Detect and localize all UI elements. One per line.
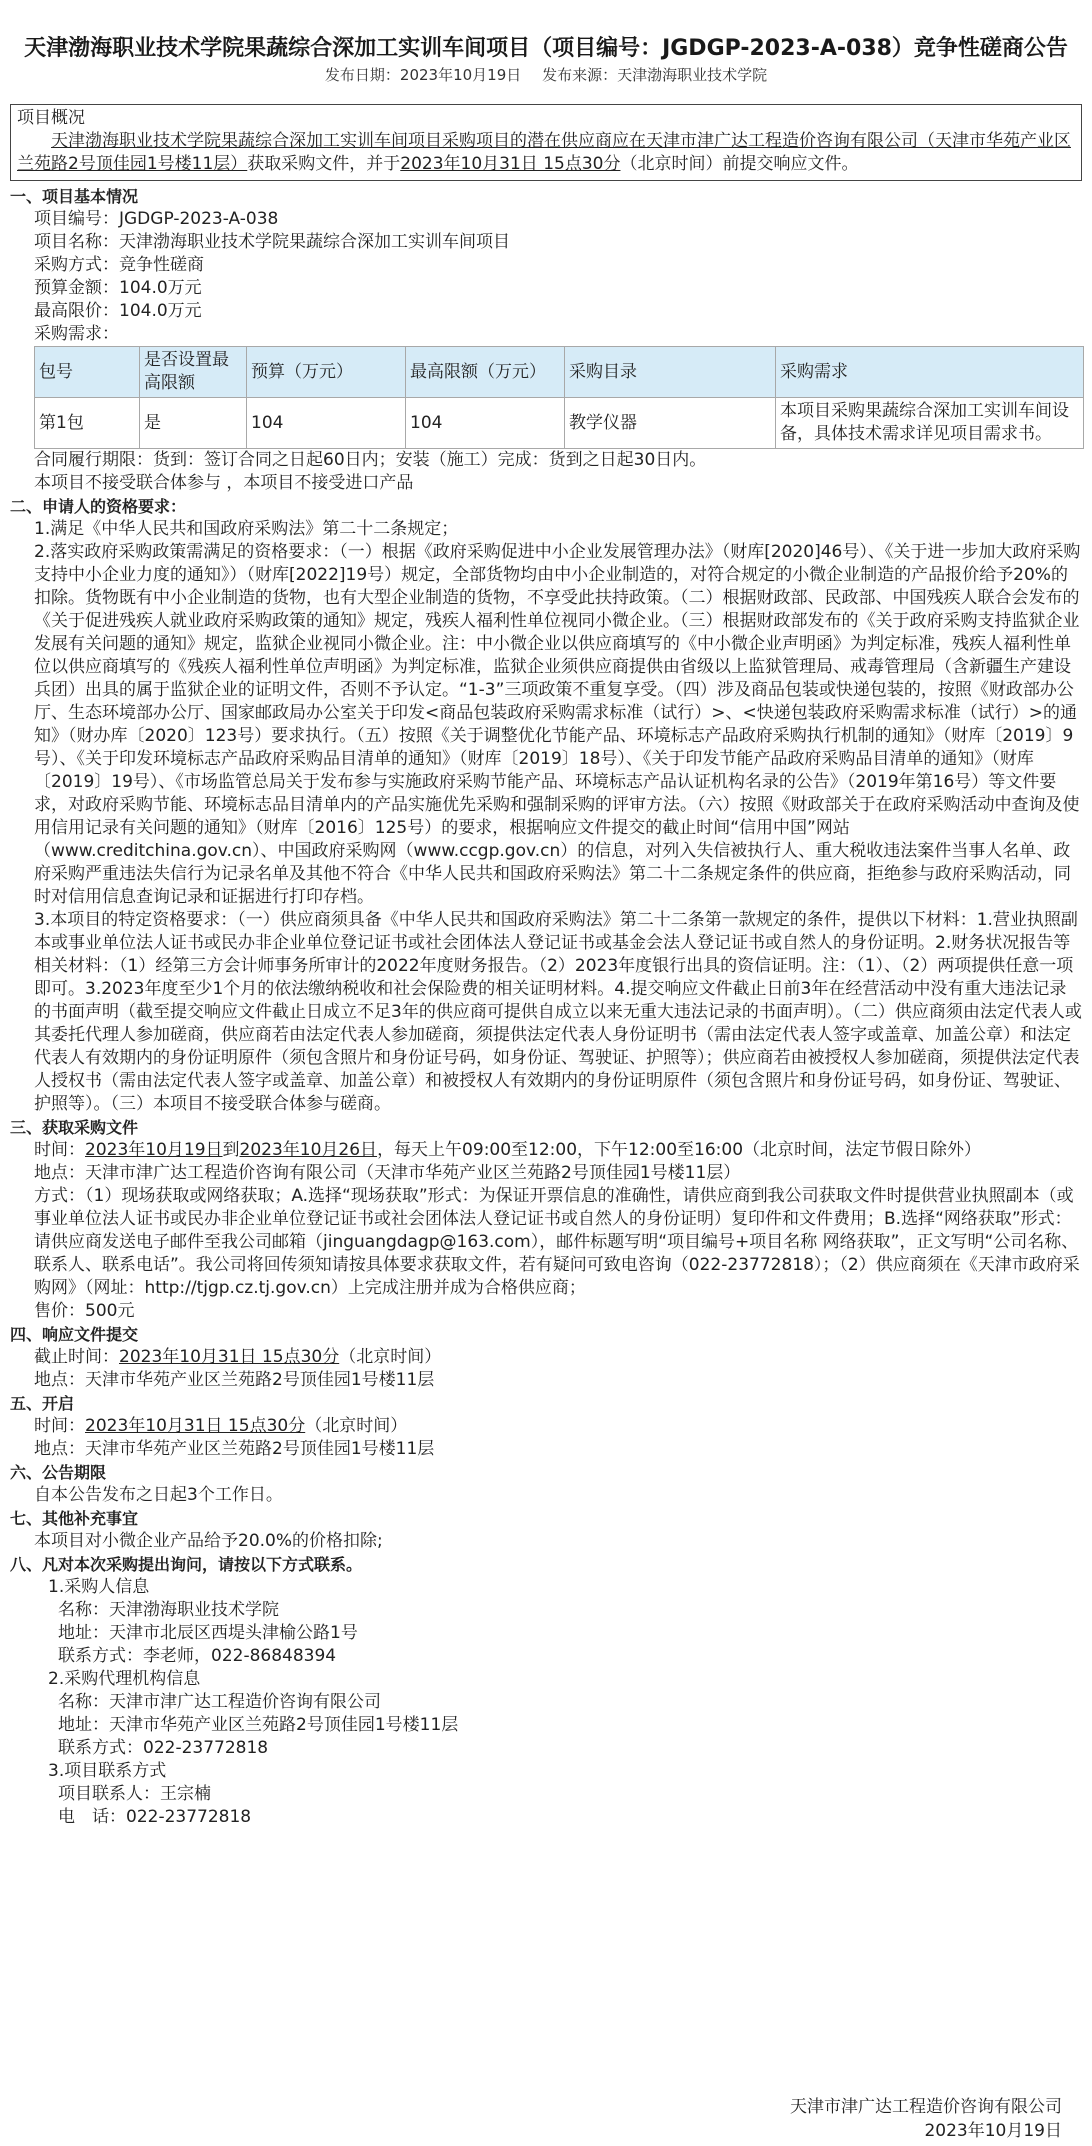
opening-time xyxy=(34,1415,1082,1438)
submission-time: 2023年10月31日 15点30分 xyxy=(119,1347,340,1367)
section-heading-qualification: 二、申请人的资格要求： xyxy=(10,497,187,516)
agent-address: 地址：天津市华苑产业区兰苑路2号顶佳园1号楼11层 xyxy=(58,1715,459,1735)
section-heading-obtain-docs: 三、获取采购文件 xyxy=(10,1118,139,1137)
obtain-place: 地点：天津市津广达工程造价咨询有限公司（天津市华苑产业区兰苑路2号顶佳园1号楼11层） xyxy=(34,1163,741,1183)
contract-period: 合同履行期限：货到：签订合同之日起60日内；安装（施工）完成：货到之日起30日内。 xyxy=(34,450,707,470)
table-header: 包号 xyxy=(35,347,140,398)
publish-date: 发布日期：2023年10月19日 xyxy=(324,66,522,84)
table-cell: 本项目采购果蔬综合深加工实训车间设备，具体技术需求详见项目需求书。 xyxy=(776,398,1084,449)
table-cell: 第1包 xyxy=(35,398,140,449)
publish-source: 发布来源：天津渤海职业技术学院 xyxy=(542,66,768,84)
table-cell: 是 xyxy=(140,398,247,449)
max-price: 最高限价：104.0万元 xyxy=(34,301,202,321)
table-cell: 教学仪器 xyxy=(565,398,776,449)
obtain-time-rest: ，每天上午09:00至12:00，下午12:00至16:00（北京时间，法定节假日除外） xyxy=(377,1140,982,1160)
publish-meta xyxy=(10,64,1082,86)
table-header: 是否设置最高限额 xyxy=(140,347,247,398)
procurement-method: 采购方式：竞争性磋商 xyxy=(34,255,204,275)
other-matters: 本项目对小微企业产品给予20.0%的价格扣除; xyxy=(34,1531,383,1551)
section-heading-contact: 八、凡对本次采购提出询问，请按以下方式联系。 xyxy=(10,1555,363,1574)
opening-place: 地点：天津市华苑产业区兰苑路2号顶佳园1号楼11层 xyxy=(34,1439,435,1459)
overview-text-mid: 获取采购文件，并于 xyxy=(247,154,401,174)
obtain-time xyxy=(34,1139,1082,1162)
qualification-item-1: 1.满足《中华人民共和国政府采购法》第二十二条规定； xyxy=(34,519,459,539)
project-contact-phone: 电 话：022-23772818 xyxy=(58,1807,252,1827)
table-header: 最高限额（万元） xyxy=(406,347,565,398)
buyer-address: 地址：天津市北辰区西堤头津榆公路1号 xyxy=(58,1623,358,1643)
table-cell: 104 xyxy=(406,398,565,449)
project-contact-person: 项目联系人：王宗楠 xyxy=(58,1784,211,1804)
agent-contact: 联系方式：022-23772818 xyxy=(58,1738,269,1758)
overview-text xyxy=(17,130,1075,176)
agent-name: 名称：天津市津广达工程造价咨询有限公司 xyxy=(58,1692,381,1712)
table-row xyxy=(35,398,1084,449)
table-header: 预算（万元） xyxy=(247,347,406,398)
table-header: 采购目录 xyxy=(565,347,776,398)
overview-deadline: 2023年10月31日 15点30分 xyxy=(400,154,621,174)
obtain-time-start: 2023年10月19日 xyxy=(85,1140,223,1160)
announcement-period: 自本公告发布之日起3个工作日。 xyxy=(34,1485,283,1505)
opening-label: 时间： xyxy=(34,1416,85,1436)
overview-location: 天津渤海职业技术学院果蔬综合深加工实训车间项目采购项目的潜在供应商应在天津市津广达工程造价咨询有限公司（天津市华苑产业区兰苑路2号顶佳园1号楼11层） xyxy=(17,131,1071,174)
overview-heading: 项目概况 xyxy=(17,108,85,128)
table-cell: 104 xyxy=(247,398,406,449)
requirements-table xyxy=(34,346,1084,449)
budget-amount: 预算金额：104.0万元 xyxy=(34,278,202,298)
section-heading-submission: 四、响应文件提交 xyxy=(10,1325,139,1344)
obtain-time-end: 2023年10月26日 xyxy=(239,1140,378,1160)
consortium-note: 本项目不接受联合体参与 ，本项目不接受进口产品 xyxy=(34,473,414,493)
page-title: 天津渤海职业技术学院果蔬综合深加工实训车间项目（项目编号：JGDGP-2023-A-038）竞争性磋商公告 xyxy=(24,36,1068,61)
obtain-method: 方式：（1）现场获取或网络获取；A.选择“现场获取”形式：为保证开票信息的准确性，请供应商到我公司获取文件时提供营业执照副本（或事业单位法人证书或民办非企业单位登记证书或社会团体法人登记证书或自然人的身份证明）复印件和文件费用；B.选择“网络获取”形式：请供应商发送电子邮件至我公司邮箱（jinguangdagp@163.com），邮件标题写明“项目编号+项目名称 网络获取”，正文写明“公司名称、联系人、联系电话”。我公司将回传须知请按具体要求获取文件，若有疑问可致电咨询（022-23772818）；（2）供应商须在《天津市政府采购网》（网址：http://tjgp.cz.tj.gov.cn）上完成注册并成为合格供应商； xyxy=(34,1186,1080,1298)
project-contact-heading: 3.项目联系方式 xyxy=(48,1761,167,1781)
agent-heading: 2.采购代理机构信息 xyxy=(48,1669,201,1689)
obtain-time-mid: 到 xyxy=(222,1140,240,1160)
announcement-page xyxy=(0,34,1092,2141)
project-number: 项目编号：JGDGP-2023-A-038 xyxy=(34,209,279,229)
qualification-item-2: 2.落实政府采购政策需满足的资格要求：（一）根据《政府采购促进中小企业发展管理办法》（财库[2020]46号）、《关于进一步加大政府采购支持中小企业力度的通知》）（财库[2022]19号）规定，全部货物均由中小企业制造的，对符合规定的小微企业制造的产品报价给予20%的扣除。货物既有中小企业制造的货物，也有大型企业制造的货物，不享受此扶持政策。（二）根据财政部、民政部、中国残疾人联合会发布的《关于促进残疾人就业政府采购政策的通知》规定，残疾人福利性单位视同小微企业。（三）根据财政部发布的《关于政府采购支持监狱企业发展有关问题的通知》规定，监狱企业视同小微企业。注：中小微企业以供应商填写的《中小微企业声明函》为判定标准，残疾人福利性单位以供应商填写的《残疾人福利性单位声明函》为判定标准，监狱企业须供应商提供由省级以上监狱管理局、戒毒管理局（含新疆生产建设兵团）出具的属于监狱企业的证明文件，否则不予认定。“1-3”三项政策不重复享受。（四）涉及商品包装或快递包装的，按照《财政部办公厅、生态环境部办公厅、国家邮政局办公室关于印发<商品包装政府采购需求标准（试行）>、<快递包装政府采购需求标准（试行）>的通知》（财办库〔2020〕123号）要求执行。（五）按照《关于调整优化节能产品、环境标志产品政府采购执行机制的通知》（财库〔2019〕9号）、《关于印发环境标志产品政府采购品目清单的通知》（财库〔2019〕18号）、《关于印发节能产品政府采购品目清单的通知》（财库〔2019〕19号）、《市场监管总局关于发布参与实施政府采购节能产品、环境标志产品认证机构名录的公告》（2019年第16号）等文件要求，对政府采购节能、环境标志品目清单内的产品实施优先采购和强制采购的评审方法。（六）按照《财政部关于在政府采购活动中查询及使用信用记录有关问题的通知》（财库〔2016〕125号）的要求，根据响应文件提交的截止时间“信用中国”网站（www.creditchina.gov.cn）、中国政府采购网（www.ccgp.gov.cn）的信息，对列入失信被执行人、重大税收违法案件当事人名单、政府采购严重违法失信行为记录名单及其他不符合《中华人民共和国政府采购法》第二十二条规定条件的供应商，拒绝参与政府采购活动，同时对信用信息查询记录和证据进行打印存档。 xyxy=(34,542,1081,907)
submission-deadline xyxy=(34,1346,1082,1369)
project-name: 项目名称：天津渤海职业技术学院果蔬综合深加工实训车间项目 xyxy=(34,232,510,252)
buyer-name: 名称：天津渤海职业技术学院 xyxy=(58,1600,279,1620)
buyer-heading: 1.采购人信息 xyxy=(48,1577,150,1597)
section-heading-basic-info: 一、项目基本情况 xyxy=(10,187,139,206)
signature-date: 2023年10月19日 xyxy=(924,2121,1062,2141)
opening-suffix: （北京时间） xyxy=(305,1416,408,1436)
buyer-contact: 联系方式：李老师，022-86848394 xyxy=(58,1646,337,1666)
section-heading-opening: 五、开启 xyxy=(10,1394,75,1413)
project-overview-box xyxy=(10,104,1082,181)
signature-org: 天津市津广达工程造价咨询有限公司 xyxy=(790,2097,1062,2117)
section-heading-period: 六、公告期限 xyxy=(10,1463,107,1482)
obtain-time-label: 时间： xyxy=(34,1140,85,1160)
table-header-row xyxy=(35,347,1084,398)
overview-text-end: （北京时间）前提交响应文件。 xyxy=(620,154,859,174)
submission-label: 截止时间： xyxy=(34,1347,119,1367)
submission-place: 地点：天津市华苑产业区兰苑路2号顶佳园1号楼11层 xyxy=(34,1370,435,1390)
qualification-item-3: 3.本项目的特定资格要求：（一）供应商须具备《中华人民共和国政府采购法》第二十二条第一款规定的条件，提供以下材料：1.营业执照副本或事业单位法人证书或民办非企业单位登记证书或社会团体法人登记证书或基金会法人登记证书或自然人的身份证明。2.财务状况报告等相关材料：（1）经第三方会计师事务所审计的2022年度财务报告。（2）2023年度银行出具的资信证明。注：（1）、（2）两项提供任意一项即可。3.2023年度至少1个月的依法缴纳税收和社会保险费的相关证明材料。4.提交响应文件截止日前3年在经营活动中没有重大违法记录的书面声明（截至提交响应文件截止日成立不足3年的供应商可提供自成立以来无重大违法记录的书面声明）。（二）供应商须由法定代表人或其委托代理人参加磋商，供应商若由法定代表人参加磋商，须提供法定代表人身份证明书（需由法定代表人签字或盖章、加盖公章）和法定代表人有效期内的身份证明原件（须包含照片和身份证号码，如身份证、驾驶证、护照等）；供应商若由被授权人参加磋商，须提供法定代表人授权书（需由法定代表人签字或盖章、加盖公章）和被授权人有效期内的身份证明原件（须包含照片和身份证号码，如身份证、驾驶证、护照等）。（三）本项目不接受联合体参与磋商。 xyxy=(34,910,1082,1114)
opening-time-value: 2023年10月31日 15点30分 xyxy=(85,1416,306,1436)
document-price: 售价：500元 xyxy=(34,1301,135,1321)
needs-label: 采购需求： xyxy=(34,324,119,344)
submission-suffix: （北京时间） xyxy=(339,1347,442,1367)
table-header: 采购需求 xyxy=(776,347,1084,398)
section-heading-other: 七、其他补充事宜 xyxy=(10,1509,139,1528)
